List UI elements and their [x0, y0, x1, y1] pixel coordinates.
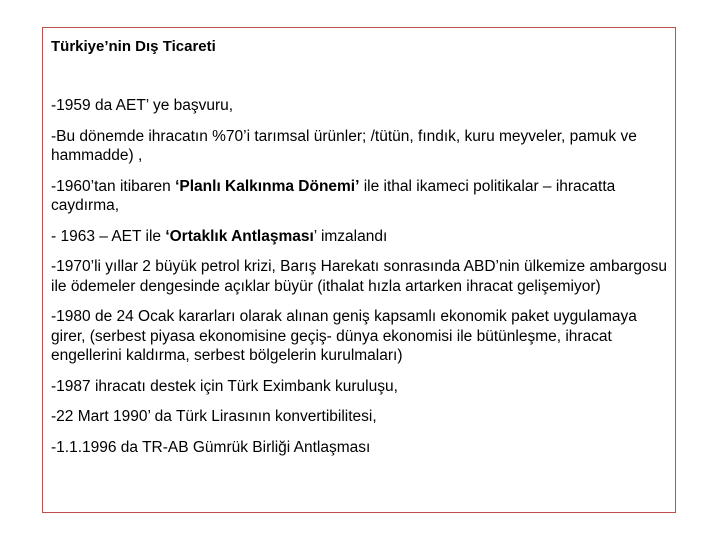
slide-title: Türkiye’nin Dış Ticareti [51, 38, 216, 55]
item-1987: -1987 ihracatı destek için Türk Eximbank kuruluşu, [51, 377, 398, 395]
item-export-share: -Bu dönemde ihracatın %70’i tarımsal ürünler; /tütün, fındık, kuru meyveler, pamuk ve hammadde) , [51, 127, 637, 164]
item-1996: -1.1.1996 da TR-AB Gümrük Birliği Antlaşması [51, 438, 371, 456]
item-1990: -22 Mart 1990’ da Türk Lirasının konvertibilitesi, [51, 408, 377, 425]
content-box [42, 27, 676, 513]
item-1970s: -1970’li yıllar 2 büyük petrol krizi, Barış Harekatı sonrasında ABD’nin ülkemize ambargosu ile ödemeler dengesinde açıklar büyür (ithalat hızla artarken ihracat gelişemiyor) [51, 258, 667, 295]
item-1959: -1959 da AET’ ye başvuru, [51, 97, 234, 114]
item-1960-text-a: -1960’tan itibaren [51, 177, 176, 195]
planned-development-period: ‘Planlı Kalkınma Dönemi’ [175, 177, 360, 195]
item-1960-text-c: ile ithal ikameci politikalar – ihracatta caydırma, [51, 177, 616, 214]
partnership-agreement: ‘Ortaklık Antlaşması [165, 227, 314, 245]
item-1960 [51, 177, 667, 216]
item-1963-text-c: ’ imzalandı [313, 227, 388, 245]
item-1963-text-a: - 1963 – AET ile [51, 227, 166, 245]
item-1963 [51, 227, 667, 247]
item-1980: -1980 de 24 Ocak kararları olarak alınan geniş kapsamlı ekonomik paket uygulamaya girer, (serbest piyasa ekonomisine geçiş- dünya ekonomisi ile bütünleşme, ihracat engellerini kaldırma, serbest bölgelerin kurulmaları) [51, 308, 637, 364]
